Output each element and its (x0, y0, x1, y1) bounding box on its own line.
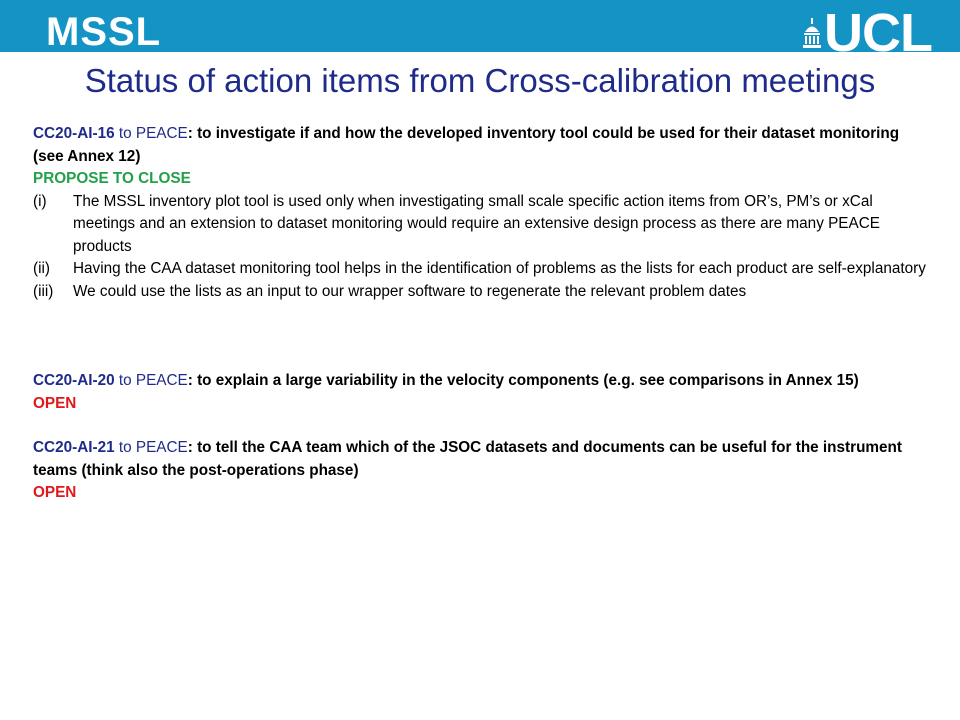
action-item-description: : to tell the CAA team which of the JSOC datasets and documents can be useful for the instrument teams (think also the post-operations phase) (33, 439, 902, 479)
note-item (33, 281, 933, 304)
action-item-21 (33, 437, 933, 505)
notes-list (33, 191, 933, 304)
slide-title: Status of action items from Cross-calibration meetings (84, 62, 876, 99)
action-item-heading (33, 123, 933, 168)
action-item-20 (33, 370, 933, 415)
action-item-assignee: to PEACE (114, 439, 188, 456)
action-item-description: : to investigate if and how the developed inventory tool could be used for their dataset monitoring (see Annex 12) (33, 125, 900, 165)
action-item-description: : to explain a large variability in the velocity components (e.g. see comparisons in Annex 15) (187, 372, 859, 389)
mssl-logo: MSSL (46, 10, 162, 54)
note-text: Having the CAA dataset monitoring tool helps in the identification of problems as the lists for each product are self-explanatory (73, 260, 926, 277)
action-item-id: CC20-AI-16 (33, 125, 115, 142)
note-item (33, 191, 933, 259)
ucl-wordmark: UCL (824, 3, 932, 63)
note-item (33, 258, 933, 281)
status-open: OPEN (33, 484, 77, 501)
action-item-heading (33, 370, 933, 393)
action-item-assignee: to PEACE (114, 372, 188, 389)
note-text: We could use the lists as an input to our wrapper software to regenerate the relevant problem dates (73, 282, 747, 300)
status-propose-close: PROPOSE TO CLOSE (33, 170, 191, 187)
action-item-assignee: to PEACE (114, 125, 188, 142)
ucl-logo (802, 3, 932, 63)
ucl-dome-icon (802, 18, 822, 48)
note-number: (iii) (33, 282, 54, 300)
action-item-id: CC20-AI-21 (33, 439, 115, 456)
action-items (33, 123, 933, 505)
action-item-heading (33, 437, 933, 482)
note-number: (ii) (33, 260, 50, 277)
note-text: The MSSL inventory plot tool is used only when investigating small scale specific action items from OR’s, PM’s or xCal meetings and an extension to dataset monitoring would require an extensive design process as there are many PEACE products (73, 192, 880, 255)
header-band (0, 0, 960, 63)
action-item-id: CC20-AI-20 (33, 372, 115, 389)
note-number: (i) (33, 192, 47, 210)
action-item-16 (33, 123, 933, 303)
status-open: OPEN (33, 394, 77, 412)
